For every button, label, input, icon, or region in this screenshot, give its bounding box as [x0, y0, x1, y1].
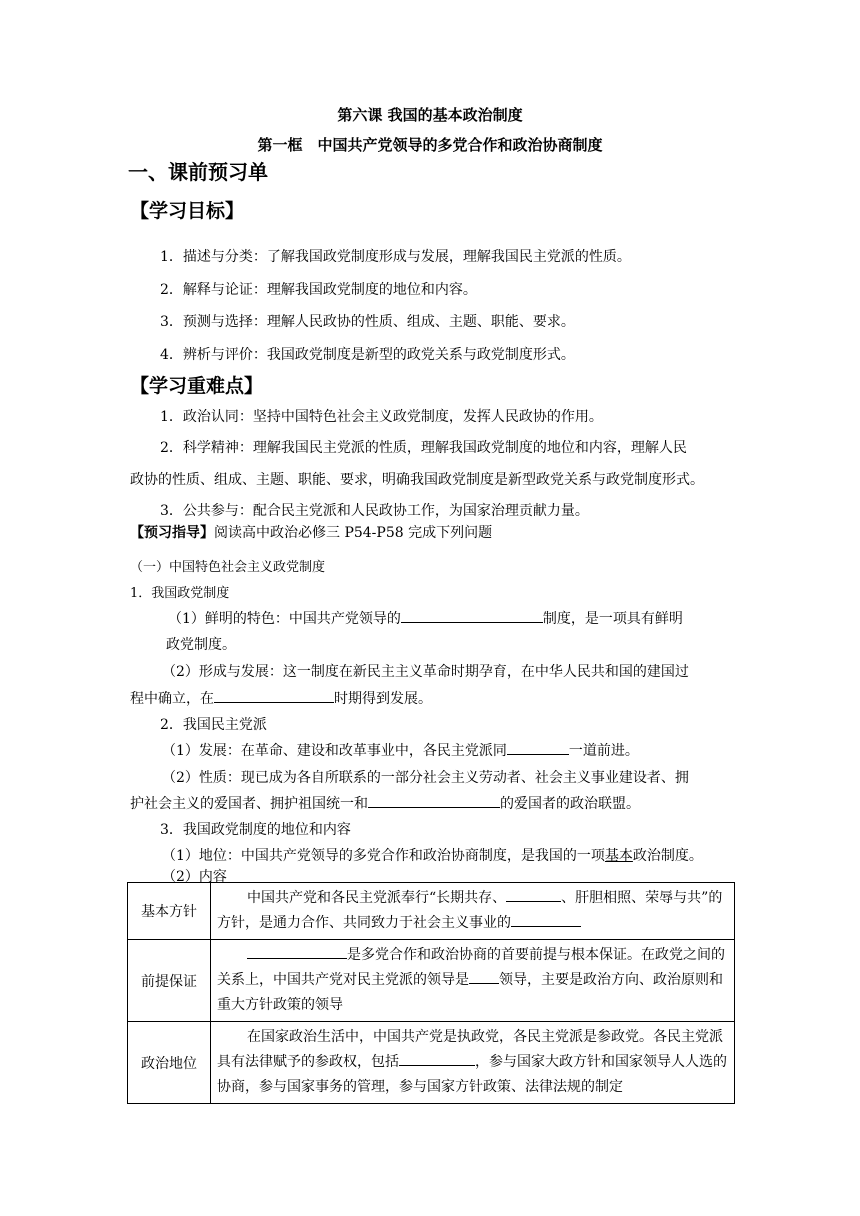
text: 、肝胆相照、荣辱与共”的方针，是通力合作、共同致力于社会主义事业的	[217, 890, 723, 931]
row-content	[211, 883, 735, 940]
content-table	[127, 882, 735, 1104]
section-heading: 一、课前预习单	[128, 160, 268, 184]
key-heading: 【学习重难点】	[130, 375, 264, 397]
row-content	[211, 1022, 735, 1104]
row-label: 政治地位	[128, 1022, 211, 1104]
goals-heading: 【学习目标】	[130, 200, 245, 222]
fill-blank[interactable]	[247, 944, 347, 959]
guide-label: 【预习指导】	[130, 525, 214, 541]
paragraph-continued	[130, 688, 432, 708]
text: 中国共产党和各民主党派奉行“长期共存、	[247, 890, 507, 906]
paragraph: （2）内容	[162, 869, 227, 885]
fill-blank[interactable]	[507, 740, 569, 755]
text: 制度，是一项具有鲜明	[542, 611, 683, 627]
key-item: 1．政治认同：坚持中国特色社会主义政党制度，发挥人民政协的作用。	[160, 409, 603, 425]
fill-blank[interactable]	[511, 912, 581, 927]
table-row	[128, 1022, 735, 1104]
text: 在国家政治生活中，中国共产党是执政党，各民主党派是参政党。各民主党派具有法律赋予的参政权，包括	[217, 1029, 723, 1070]
frame-title: 第一框 中国共产党领导的多党合作和政治协商制度	[257, 136, 603, 154]
fill-blank[interactable]	[368, 793, 500, 808]
key-item: 2．科学精神：理解我国民主党派的性质，理解我国政党制度的地位和内容，理解人民	[160, 440, 687, 456]
fill-blank[interactable]	[401, 608, 543, 623]
text: 一道前进。	[568, 743, 639, 759]
paragraph-continued: 政党制度。	[166, 637, 236, 653]
row-label: 前提保证	[128, 940, 211, 1022]
paragraph	[162, 845, 703, 865]
subheading: 1．我国政党制度	[130, 586, 230, 601]
text: 政治制度。	[632, 848, 703, 864]
table-row	[128, 940, 735, 1022]
goal-item: 1．描述与分类：了解我国政党制度形成与发展，理解我国民主党派的性质。	[160, 249, 631, 265]
goal-item: 4．辨析与评价：我国政党制度是新型的政党关系与政党制度形式。	[160, 347, 575, 363]
fill-blank[interactable]	[214, 688, 334, 703]
underlined-text: 基本	[604, 848, 633, 864]
row-label: 基本方针	[128, 883, 211, 940]
guide-line	[130, 522, 492, 542]
text: 程中确立，在	[130, 691, 214, 707]
goal-item: 3．预测与选择：理解人民政协的性质、组成、主题、职能、要求。	[160, 314, 575, 330]
fill-blank[interactable]	[506, 887, 561, 902]
text: ，参与国家大政方针和国家领导人人选的协商，参与国家事务的管理，参与国家方针政策、法律法规的制定	[217, 1054, 727, 1095]
guide-text: 阅读高中政治必修三 P54-P58 完成下列问题	[214, 525, 493, 541]
text: 是多党合作和政治协商的首要前提与根本保证。在政党之间的关系上，中国共产党对民主党派的领导是	[217, 947, 725, 988]
text: （1）发展：在革命、建设和改革事业中，各民主党派同	[162, 743, 507, 759]
row-content	[211, 940, 735, 1022]
subheading: 3．我国政党制度的地位和内容	[160, 822, 351, 838]
key-item: 3．公共参与：配合民主党派和人民政协工作，为国家治理贡献力量。	[160, 503, 589, 519]
text: （1）地位：中国共产党领导的多党合作和政治协商制度，是我国的一项	[162, 848, 605, 864]
lesson-title: 第六课 我国的基本政治制度	[337, 106, 523, 124]
text: 领导，主要是政治方向、政治原则和重大方针政策的领导	[217, 972, 723, 1013]
fill-blank[interactable]	[469, 969, 499, 984]
paragraph: （2）性质：现已成为各自所联系的一部分社会主义劳动者、社会主义事业建设者、拥	[162, 770, 689, 786]
subheading: 2．我国民主党派	[160, 717, 267, 733]
text: （1）鲜明的特色：中国共产党领导的	[168, 611, 401, 627]
text: 的爱国者的政治联盟。	[500, 796, 640, 812]
paragraph: （2）形成与发展：这一制度在新民主主义革命时期孕育，在中华人民共和国的建国过	[162, 664, 689, 680]
paragraph	[162, 740, 639, 760]
paragraph-continued	[130, 793, 640, 813]
table-row	[128, 883, 735, 940]
key-item-continued: 政协的性质、组成、主题、职能、要求，明确我国政党制度是新型政党关系与政党制度形式。	[130, 472, 704, 488]
text: 护社会主义的爱国者、拥护祖国统一和	[130, 796, 368, 812]
part-heading: （一）中国特色社会主义政党制度	[130, 560, 326, 575]
paragraph	[168, 608, 683, 628]
text: 时期得到发展。	[334, 691, 432, 707]
fill-blank[interactable]	[399, 1051, 475, 1066]
goal-item: 2．解释与论证：理解我国政党制度的地位和内容。	[160, 282, 477, 298]
